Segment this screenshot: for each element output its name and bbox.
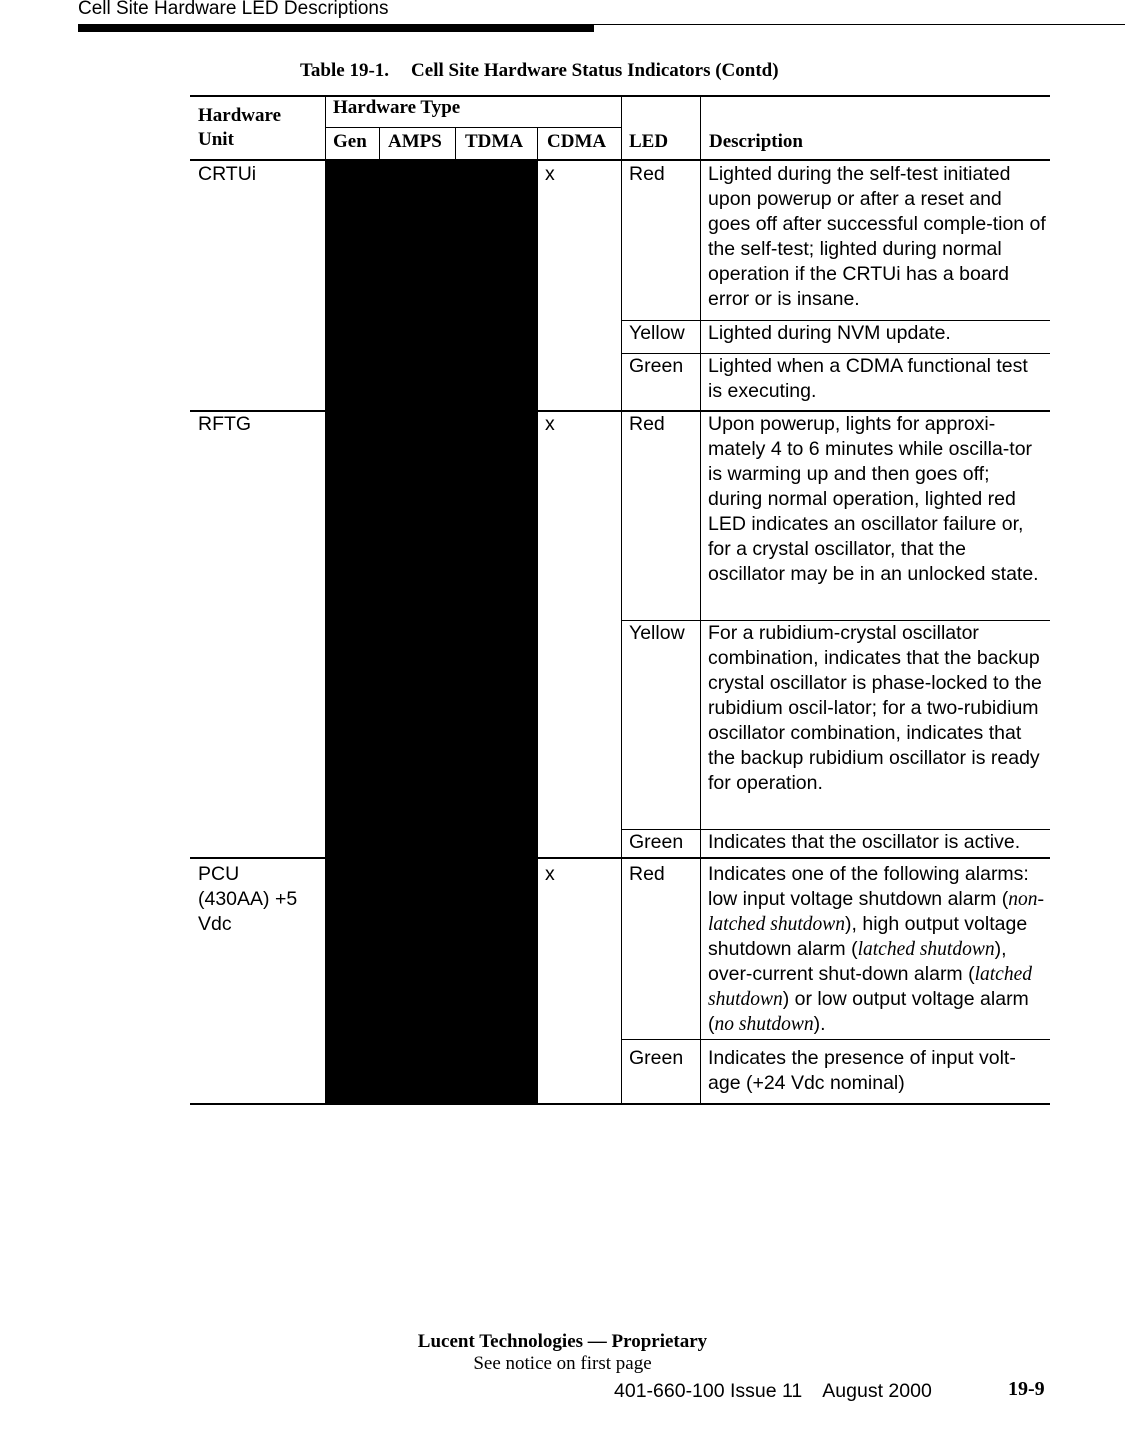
led-color-cell: Green [629, 831, 684, 853]
led-color-cell: Red [629, 163, 665, 185]
description-cell: Lighted when a CDMA functional test is executing. [708, 355, 1028, 402]
column-rule [537, 127, 538, 1104]
header-led: LED [629, 131, 669, 152]
running-head: Cell Site Hardware LED Descriptions [78, 0, 389, 19]
table-caption [300, 60, 779, 82]
description-cell: Lighted during the self-test initiated upon powerup or after a reset and goes off after successful comple-tion of the self-test; lighted during normal operation if the CRTUi has a board error or is insane. [708, 163, 1046, 310]
header-amps: AMPS [388, 131, 442, 152]
cdma-mark: x [545, 413, 555, 435]
hardware-type-rule [325, 127, 621, 128]
column-rule [455, 127, 456, 160]
table-bottom-rule [190, 1103, 1050, 1105]
cdma-mark: x [545, 163, 555, 185]
led-color-cell: Red [629, 413, 665, 435]
description-cell: Lighted during NVM update. [708, 322, 951, 344]
header-description: Description [709, 131, 803, 152]
header-cdma: CDMA [547, 131, 607, 152]
hardware-unit-cell: CRTUi [198, 163, 257, 185]
led-color-cell: Yellow [629, 322, 685, 344]
header-bottom-rule [190, 159, 1050, 161]
header-gen: Gen [333, 131, 367, 152]
description-cell: Indicates that the oscillator is active. [708, 831, 1021, 853]
description-cell: Indicates the presence of input volt-age (+24 Vdc nominal) [708, 1047, 1016, 1094]
header-hardware-type: Hardware Type [333, 97, 461, 118]
led-color-cell: Green [629, 355, 684, 377]
table-title: Cell Site Hardware Status Indicators (Contd) [411, 60, 779, 81]
led-color-cell: Yellow [629, 622, 685, 644]
description-cell: Upon powerup, lights for approxi-mately 4 to 6 minutes while oscilla-tor is warming up and then goes off; during normal operation, lighted red LED indicates an oscillator failure or, for a crystal oscillator, that the oscillator may be in an unlocked state. [708, 413, 1039, 585]
hardware-unit-cell: PCU (430AA) +5 Vdc [198, 863, 298, 935]
cdma-mark: x [545, 863, 555, 885]
table-number: Table 19-1. [300, 60, 390, 81]
led-color-cell: Red [629, 863, 665, 885]
column-rule [621, 95, 622, 1104]
column-rule [325, 95, 326, 1104]
row-rule [621, 1039, 1050, 1040]
document-id: 401-660-100 Issue 11 August 2000 [614, 1380, 932, 1402]
column-rule [700, 95, 701, 1104]
description-cell: For a rubidium-crystal oscillator combination, indicates that the backup crystal oscillator is phase-locked to the rubidium oscil-lator; for a two-rubidium oscillator combination, indicates that the backup rubidium oscillator is ready for operation. [708, 622, 1042, 794]
table-top-rule [190, 95, 1050, 97]
header-tdma: TDMA [465, 131, 524, 152]
redacted-columns [325, 161, 537, 1104]
column-rule [379, 127, 380, 160]
hardware-unit-cell: RFTG [198, 413, 252, 435]
status-indicator-table [190, 95, 1050, 1105]
description-cell: Indicates one of the following alarms: low input voltage shutdown alarm (non-latched shutdown), high output voltage shutdown alarm (latched shutdown), over-current shut-down alarm (latched shutdown) or low output voltage alarm (no shutdown). [708, 863, 1044, 1035]
notice-reference: See notice on first page [473, 1353, 652, 1374]
led-color-cell: Green [629, 1047, 684, 1069]
group-rule [190, 857, 1050, 859]
header-bar [78, 25, 594, 32]
proprietary-notice: Lucent Technologies — Proprietary [417, 1331, 708, 1352]
page-number: 19-9 [1008, 1378, 1045, 1400]
header-hardware-unit: Hardware Unit [198, 105, 282, 150]
